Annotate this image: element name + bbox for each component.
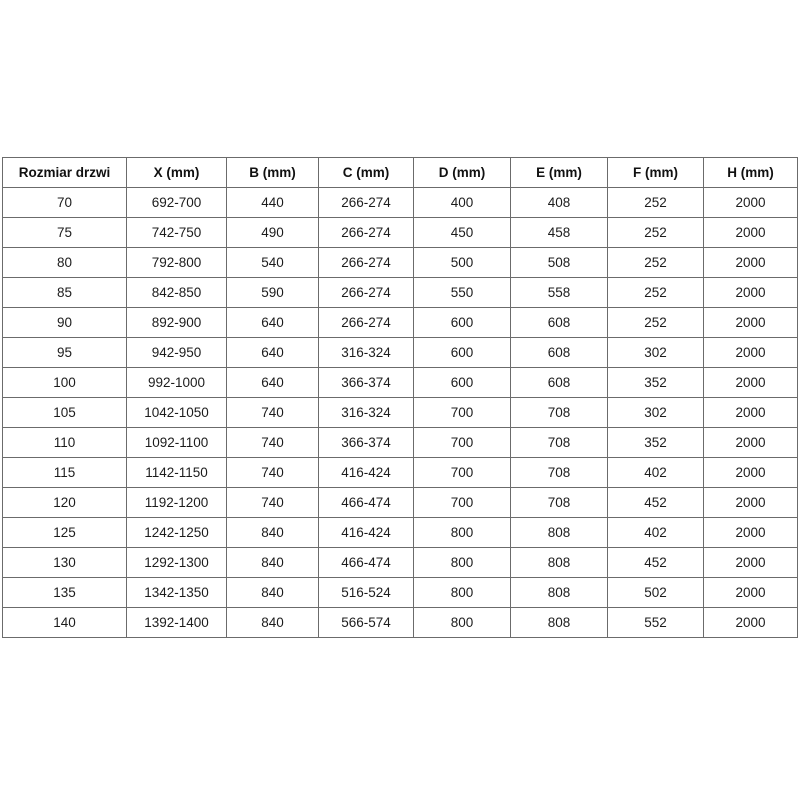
table-cell: 1292-1300 <box>127 548 227 578</box>
table-cell: 740 <box>227 428 319 458</box>
column-header: H (mm) <box>704 158 798 188</box>
table-cell: 552 <box>608 608 704 638</box>
table-cell: 140 <box>3 608 127 638</box>
table-cell: 105 <box>3 398 127 428</box>
table-cell: 252 <box>608 248 704 278</box>
table-row <box>3 368 798 398</box>
table-cell: 740 <box>227 398 319 428</box>
table-cell: 2000 <box>704 278 798 308</box>
table-cell: 502 <box>608 578 704 608</box>
column-header: F (mm) <box>608 158 704 188</box>
table-cell: 100 <box>3 368 127 398</box>
table-cell: 75 <box>3 218 127 248</box>
table-cell: 1142-1150 <box>127 458 227 488</box>
table-cell: 500 <box>414 248 511 278</box>
table-cell: 1242-1250 <box>127 518 227 548</box>
table-cell: 85 <box>3 278 127 308</box>
table-cell: 266-274 <box>319 308 414 338</box>
table-cell: 400 <box>414 188 511 218</box>
table-cell: 2000 <box>704 608 798 638</box>
table-cell: 452 <box>608 548 704 578</box>
table-cell: 115 <box>3 458 127 488</box>
table-cell: 566-574 <box>319 608 414 638</box>
table-cell: 608 <box>511 308 608 338</box>
table-cell: 2000 <box>704 548 798 578</box>
table-row <box>3 188 798 218</box>
table-cell: 302 <box>608 338 704 368</box>
table-cell: 80 <box>3 248 127 278</box>
table-cell: 416-424 <box>319 518 414 548</box>
table-cell: 2000 <box>704 218 798 248</box>
table-cell: 692-700 <box>127 188 227 218</box>
table-cell: 800 <box>414 518 511 548</box>
table-cell: 252 <box>608 278 704 308</box>
table-cell: 550 <box>414 278 511 308</box>
table-cell: 558 <box>511 278 608 308</box>
table-cell: 516-524 <box>319 578 414 608</box>
table-cell: 640 <box>227 338 319 368</box>
table-cell: 742-750 <box>127 218 227 248</box>
table-cell: 120 <box>3 488 127 518</box>
table-cell: 2000 <box>704 188 798 218</box>
table-row <box>3 518 798 548</box>
table-cell: 2000 <box>704 458 798 488</box>
table-row <box>3 248 798 278</box>
table-cell: 590 <box>227 278 319 308</box>
table-cell: 1092-1100 <box>127 428 227 458</box>
table-cell: 800 <box>414 578 511 608</box>
table-cell: 640 <box>227 368 319 398</box>
table-cell: 252 <box>608 308 704 338</box>
column-header: Rozmiar drzwi <box>3 158 127 188</box>
table-cell: 700 <box>414 398 511 428</box>
table-cell: 466-474 <box>319 488 414 518</box>
table-cell: 110 <box>3 428 127 458</box>
column-header: D (mm) <box>414 158 511 188</box>
table-cell: 708 <box>511 398 608 428</box>
table-cell: 125 <box>3 518 127 548</box>
table-cell: 266-274 <box>319 188 414 218</box>
table-cell: 708 <box>511 428 608 458</box>
table-cell: 942-950 <box>127 338 227 368</box>
table-cell: 992-1000 <box>127 368 227 398</box>
table-cell: 600 <box>414 338 511 368</box>
table-cell: 540 <box>227 248 319 278</box>
table-cell: 840 <box>227 608 319 638</box>
table-cell: 95 <box>3 338 127 368</box>
table-cell: 508 <box>511 248 608 278</box>
table-row <box>3 218 798 248</box>
table-cell: 90 <box>3 308 127 338</box>
table-cell: 252 <box>608 218 704 248</box>
table-cell: 316-324 <box>319 398 414 428</box>
table-cell: 252 <box>608 188 704 218</box>
table-cell: 708 <box>511 458 608 488</box>
column-header: E (mm) <box>511 158 608 188</box>
table-cell: 808 <box>511 518 608 548</box>
table-cell: 352 <box>608 368 704 398</box>
table-cell: 892-900 <box>127 308 227 338</box>
table-cell: 408 <box>511 188 608 218</box>
column-header: B (mm) <box>227 158 319 188</box>
table-cell: 840 <box>227 578 319 608</box>
table-header-row <box>3 158 798 188</box>
table-cell: 708 <box>511 488 608 518</box>
table-cell: 458 <box>511 218 608 248</box>
door-size-table <box>2 157 798 638</box>
table-cell: 608 <box>511 338 608 368</box>
table-cell: 700 <box>414 488 511 518</box>
table-row <box>3 278 798 308</box>
table-cell: 1392-1400 <box>127 608 227 638</box>
table-cell: 2000 <box>704 428 798 458</box>
table-row <box>3 308 798 338</box>
table-cell: 2000 <box>704 518 798 548</box>
table-cell: 2000 <box>704 308 798 338</box>
table-cell: 266-274 <box>319 278 414 308</box>
table-cell: 70 <box>3 188 127 218</box>
table-cell: 130 <box>3 548 127 578</box>
table-cell: 840 <box>227 548 319 578</box>
column-header: C (mm) <box>319 158 414 188</box>
table-cell: 266-274 <box>319 248 414 278</box>
table-cell: 808 <box>511 578 608 608</box>
column-header: X (mm) <box>127 158 227 188</box>
table-cell: 600 <box>414 308 511 338</box>
table-row <box>3 608 798 638</box>
table-cell: 2000 <box>704 578 798 608</box>
table-cell: 840 <box>227 518 319 548</box>
table-cell: 800 <box>414 548 511 578</box>
table-cell: 2000 <box>704 488 798 518</box>
table-cell: 402 <box>608 518 704 548</box>
table-cell: 352 <box>608 428 704 458</box>
table-cell: 316-324 <box>319 338 414 368</box>
table-cell: 366-374 <box>319 428 414 458</box>
table-cell: 740 <box>227 488 319 518</box>
table-cell: 2000 <box>704 338 798 368</box>
table-cell: 1192-1200 <box>127 488 227 518</box>
table-row <box>3 458 798 488</box>
table-cell: 700 <box>414 458 511 488</box>
table-cell: 640 <box>227 308 319 338</box>
table-cell: 2000 <box>704 248 798 278</box>
table-cell: 466-474 <box>319 548 414 578</box>
table-cell: 800 <box>414 608 511 638</box>
table-cell: 600 <box>414 368 511 398</box>
table-cell: 366-374 <box>319 368 414 398</box>
table-cell: 842-850 <box>127 278 227 308</box>
table-cell: 808 <box>511 548 608 578</box>
table-cell: 792-800 <box>127 248 227 278</box>
table-cell: 416-424 <box>319 458 414 488</box>
table-body <box>3 188 798 638</box>
table-cell: 1042-1050 <box>127 398 227 428</box>
table-cell: 808 <box>511 608 608 638</box>
table-cell: 700 <box>414 428 511 458</box>
table-cell: 266-274 <box>319 218 414 248</box>
table-cell: 452 <box>608 488 704 518</box>
table-row <box>3 488 798 518</box>
table-cell: 402 <box>608 458 704 488</box>
table-cell: 440 <box>227 188 319 218</box>
table-cell: 608 <box>511 368 608 398</box>
table-row <box>3 398 798 428</box>
table-row <box>3 578 798 608</box>
table-cell: 2000 <box>704 368 798 398</box>
table-row <box>3 548 798 578</box>
table-cell: 135 <box>3 578 127 608</box>
table-row <box>3 428 798 458</box>
table-cell: 1342-1350 <box>127 578 227 608</box>
table-row <box>3 338 798 368</box>
table-cell: 740 <box>227 458 319 488</box>
table-cell: 2000 <box>704 398 798 428</box>
table-cell: 490 <box>227 218 319 248</box>
table-cell: 302 <box>608 398 704 428</box>
table-cell: 450 <box>414 218 511 248</box>
